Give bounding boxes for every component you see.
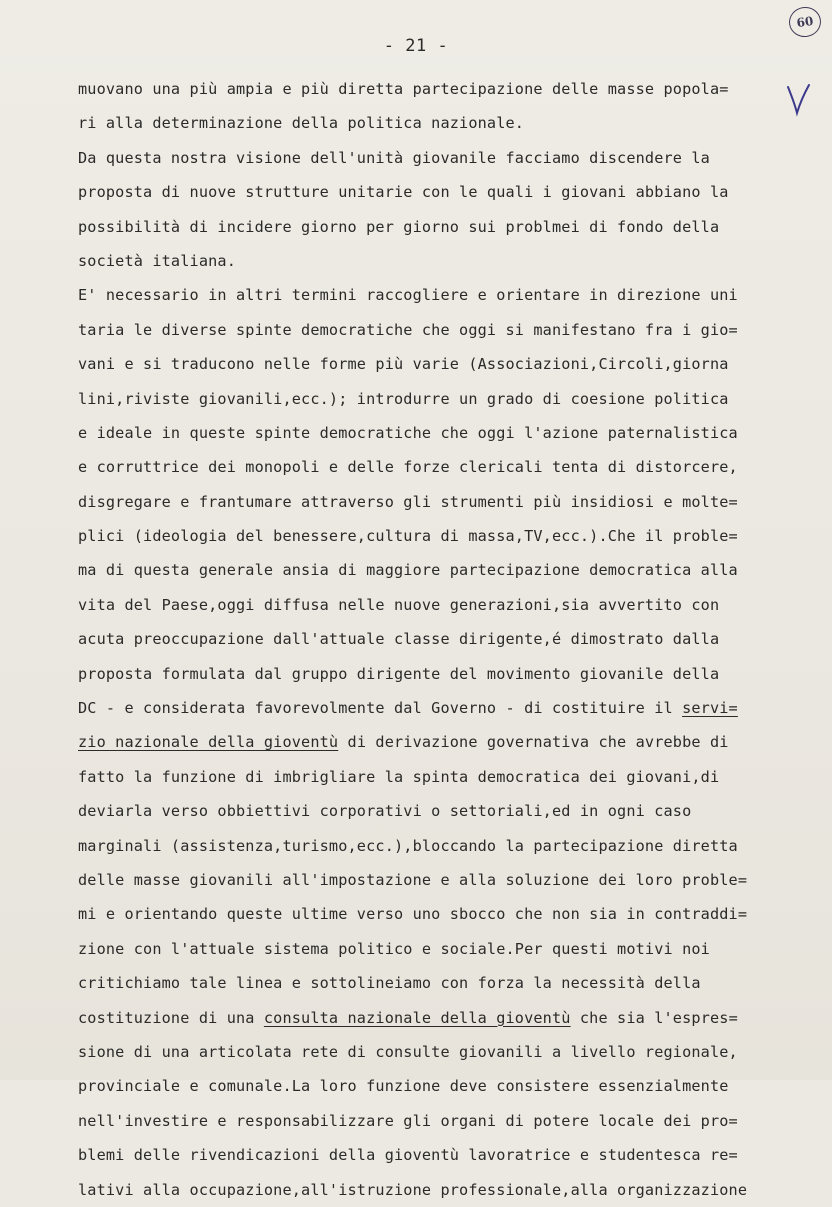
underlined-term: zio nazionale della gioventù bbox=[78, 733, 339, 752]
text-line: marginali (assistenza,turismo,ecc.),bloccando la partecipazione diretta bbox=[78, 836, 738, 855]
text-line: e corruttrice dei monopoli e delle forze clericali tenta di distorcere, bbox=[78, 458, 738, 477]
text-line: critichiamo tale linea e sottolineiamo con forza la necessità della bbox=[78, 974, 701, 993]
text-segment: DC - e considerata favorevolmente dal Governo - di costituire il bbox=[78, 699, 683, 718]
text-line: ri alla determinazione della politica nazionale. bbox=[78, 114, 525, 133]
text-line: taria le diverse spinte democratiche che oggi si manifestano fra i gio= bbox=[78, 320, 738, 339]
handwritten-page-annotation: 60 bbox=[787, 5, 823, 39]
text-line: fatto la funzione di imbrigliare la spinta democratica dei giovani,di bbox=[78, 767, 720, 786]
text-line: zione con l'attuale sistema politico e sociale.Per questi motivi noi bbox=[78, 939, 710, 958]
text-line: sione di una articolata rete di consulte giovanili a livello regionale, bbox=[78, 1042, 738, 1061]
text-line: delle masse giovanili all'impostazione e alla soluzione dei loro proble= bbox=[78, 870, 748, 889]
text-line: plici (ideologia del benessere,cultura di massa,TV,ecc.).Che il proble= bbox=[78, 527, 738, 546]
text-segment: che sia l'espres= bbox=[570, 1008, 738, 1027]
underlined-term: servi= bbox=[682, 699, 738, 718]
text-line: proposta formulata dal gruppo dirigente del movimento giovanile della bbox=[78, 664, 720, 683]
text-line: E' necessario in altri termini raccogliere e orientare in direzione uni bbox=[78, 286, 738, 305]
body-text bbox=[78, 72, 798, 1207]
text-line bbox=[78, 725, 798, 759]
underlined-term: consulta nazionale della gioventù bbox=[263, 1008, 571, 1027]
text-line bbox=[78, 1001, 798, 1035]
text-line: e ideale in queste spinte democratiche che oggi l'azione paternalistica bbox=[78, 423, 738, 442]
text-line: mi e orientando queste ultime verso uno sbocco che non sia in contraddi= bbox=[78, 905, 748, 924]
text-line: acuta preoccupazione dall'attuale classe dirigente,é dimostrato dalla bbox=[78, 630, 720, 649]
text-line: possibilità di incidere giorno per giorno sui problmei di fondo della bbox=[78, 217, 720, 236]
text-line: proposta di nuove strutture unitarie con le quali i giovani abbiano la bbox=[78, 183, 729, 202]
text-line: vani e si traducono nelle forme più varie (Associazioni,Circoli,giorna bbox=[78, 355, 729, 374]
text-line: società italiana. bbox=[78, 251, 236, 270]
text-line: vita del Paese,oggi diffusa nelle nuove generazioni,sia avvertito con bbox=[78, 595, 720, 614]
text-line: nell'investire e responsabilizzare gli organi di potere locale dei pro= bbox=[78, 1111, 738, 1130]
text-line: ma di questa generale ansia di maggiore partecipazione democratica alla bbox=[78, 561, 738, 580]
page-number: - 21 - bbox=[383, 36, 449, 56]
text-line: lativi alla occupazione,all'istruzione professionale,alla organizzazione bbox=[78, 1180, 748, 1199]
text-line: Da questa nostra visione dell'unità giovanile facciamo discendere la bbox=[78, 148, 710, 167]
text-line: lini,riviste giovanili,ecc.); introdurre un grado di coesione politica bbox=[78, 389, 729, 408]
text-line: blemi delle rivendicazioni della gioventù lavoratrice e studentesca re= bbox=[78, 1146, 738, 1165]
text-segment: costituzione di una bbox=[78, 1008, 264, 1027]
text-line bbox=[78, 691, 798, 725]
text-line: deviarla verso obbiettivi corporativi o settoriali,ed in ogni caso bbox=[78, 802, 692, 821]
text-line: muovano una più ampia e più diretta partecipazione delle masse popola= bbox=[78, 80, 729, 98]
text-line: provinciale e comunale.La loro funzione deve consistere essenzialmente bbox=[78, 1077, 729, 1096]
text-line: disgregare e frantumare attraverso gli strumenti più insidiosi e molte= bbox=[78, 492, 738, 511]
text-segment: di derivazione governativa che avrebbe di bbox=[338, 733, 729, 752]
